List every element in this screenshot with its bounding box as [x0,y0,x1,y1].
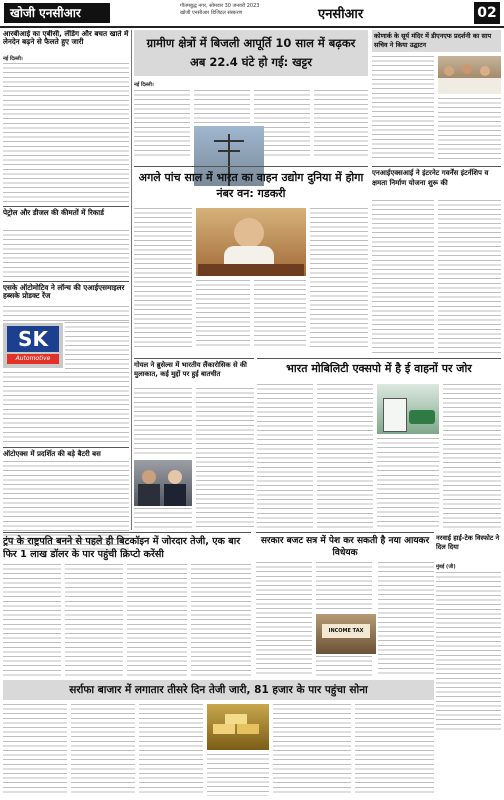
konark-body-2 [438,98,501,160]
gold-body-5 [273,704,351,796]
sk-logo-letters: SK [7,326,59,352]
mobility-headline: भारत मोबिलिटी एक्सपो में है ई वाहनों पर जोर [286,362,472,375]
goyal-story [134,358,254,530]
gold-headline: सर्राफा बाजार में लगातार तीसरे दिन तेजी जारी, 81 हजार के पार पहुंचा सोना [69,684,368,696]
divider [257,358,501,359]
konark-body-1 [372,56,434,160]
page-number: 02 [474,2,500,24]
masthead [0,0,504,28]
sk-automotive-logo [3,323,63,368]
dateline-main: गौतमबुद्ध नगर, सोमवार 30 जनवरी 2023 [180,3,260,9]
nixi-body-2 [438,200,501,354]
nixi-headline: एनआईएक्सआई ने इंटरनेट गवर्नेंस इंटर्नशिप व क्षमता निर्माण योजना शुरू की [372,169,489,187]
right-side-story [436,532,501,796]
bitcoin-body-4 [191,564,251,676]
divider [134,358,254,359]
goyal-body-3 [134,508,192,528]
sk-logo-word: Automotive [7,354,59,364]
mobility-body-2 [317,384,373,528]
tax-body-1 [256,562,312,676]
left-story2-body [3,230,129,278]
tax-sign: INCOME TAX [322,624,370,638]
bitcoin-headline: ट्रंप के राष्ट्रपति बनने से पहले ही बिटकॉइन में जोरदार तेजी, एक बार फिर 1 लाख डॉलर के पार पहुंची क्रिप्टो करेंसी [3,536,241,560]
gold-body-4 [207,754,269,796]
gold-body-1 [3,704,67,796]
gadkari-story [134,166,368,356]
mobility-body-1 [257,384,313,528]
tax-body-3 [316,656,372,676]
divider [3,206,129,207]
divider [3,447,129,448]
tax-headline: सरकार बजट सत्र में पेश कर सकती है नया आयकर विधेयक [260,536,430,558]
gadkari-body-left [134,208,192,348]
bitcoin-story [3,532,251,678]
left-story2-headline: पेट्रोल और डीजल की कीमतों में रिकार्ड [3,208,105,217]
tax-body-2 [316,562,372,612]
nixi-body-1 [372,200,434,354]
left-story3-body-top [3,306,129,322]
brand-logo: खोजी एनसीआर [4,3,110,23]
divider [3,281,129,282]
left-story3-body-side [65,322,129,370]
left-story1-lead: नई दिल्ली। [3,56,23,62]
mobility-body-4 [443,384,501,528]
divider [134,166,368,167]
nixi-story [372,166,501,356]
gold-body-2 [71,704,135,796]
left-story3-headline: एसके ऑटोमोटिव ने लॉन्च की एआईएसमाइलर हब्सके प्रोडक्ट रेंज [3,283,125,301]
gadkari-photo [196,208,306,276]
gold-bars-photo [207,704,269,750]
left-story1-headline: आरबीआई का एबीसी, लेंडिंग और बचत खाते में लेनदेन बढ़ने से फैलते हुए जारी [3,30,129,47]
main-lead: नई दिल्ली। [134,82,154,88]
konark-photo [438,56,501,94]
gadkari-body-mid [196,280,250,348]
tax-body-4 [378,562,434,676]
gadkari-headline: अगले पांच साल में भारत का वाहन उद्योग दुनिया में होगा नंबर वन: गडकरी [138,171,364,200]
tax-story [256,532,434,678]
income-tax-photo [316,614,376,654]
gadkari-body-mid2 [254,280,306,348]
main-body-1 [134,90,190,156]
left-story1-body [3,63,129,203]
left-story4-headline: ऑटोएक्स में प्रदर्शित की बड़े बैटरी बस [3,450,101,458]
bitcoin-body-3 [127,564,187,676]
gold-body-3 [139,704,203,796]
column-rule [131,30,132,530]
main-headline: ग्रामीण क्षेत्रों में बिजली आपूर्ति 10 साल में बढ़कर अब 22.4 घंटे हो गई: खट्टर [146,36,356,69]
right-story3-lead: मुंबई (जी) [436,564,456,570]
dateline-secondary: खोजी एनसीआर डिजिटल संस्करण [180,10,243,16]
right-story3-headline: नरवाई हाई-टेक विस्फोट ने दिल दिया [436,534,500,551]
ev-charging-photo [377,384,439,434]
gadkari-body-right [310,208,368,348]
divider [372,166,501,167]
goyal-meeting-photo [134,460,192,506]
goyal-headline: गोयल ने ब्रुसेल्स में भारतीय लैंकारोसिक से की मुलाकात, कई मुद्दों पर हुई बातचीत [134,361,247,378]
section-title: एनसीआर [318,7,364,22]
bitcoin-body-2 [65,564,123,676]
divider [256,532,434,533]
main-body-4 [314,90,368,156]
bitcoin-body-1 [3,564,61,676]
gold-body-6 [355,704,434,796]
konark-headline: कोणार्क के सूर्य मंदिर में डीएनएफ प्रदर्शनी का साप सचिव ने किया उद्घाटन [374,32,492,49]
mobility-story [257,358,501,530]
dateline [180,3,310,17]
right-story3-body [436,572,501,732]
goyal-body-2 [196,388,254,528]
konark-story [372,30,501,162]
mobility-body-3 [377,438,439,528]
gold-story [3,680,434,798]
goyal-body-1 [134,388,192,456]
left-story3-body-bottom [3,372,129,444]
divider [3,532,251,533]
